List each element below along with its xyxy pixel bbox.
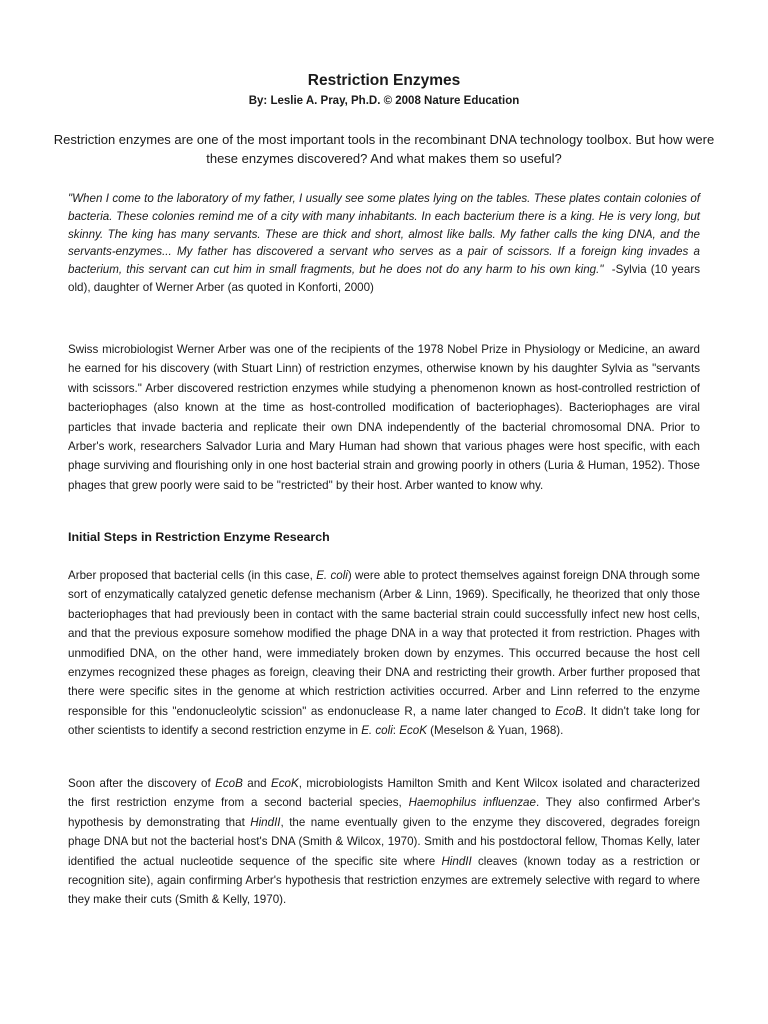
text-run: , microbiologists Hamilton Smith and Kent Wilcox isolated and characterized the first restriction enzyme from a second bacterial species, — [68, 777, 701, 810]
enzyme-name: EcoB — [215, 777, 243, 790]
text-run: Arber proposed that bacterial cells (in this case, — [68, 569, 317, 582]
paragraph-smith-wilcox — [68, 774, 700, 910]
text-run: : — [392, 724, 400, 738]
text-run: (Meselson & Yuan, 1968). — [426, 724, 564, 738]
quote-attribution: -Sylvia (10 years old), daughter of Werner Arber (as quoted in Konforti, 2000) — [68, 263, 700, 294]
section-heading: Initial Steps in Restriction Enzyme Research — [68, 530, 330, 544]
quote-text: "When I come to the laboratory of my father, I usually see some plates lying on the tables. These plates contain colonies of bacteria. These colonies remind me of a city with many inhabitants. In each bacterium there is a king. He is very long, but skinny. The king has many servants. These are thick and short, almost like balls. My father calls the king DNA, and the servants-enzymes... My father has discovered a servant who serves as a pair of scissors. If a foreign king invades a bacterium, this servant can cut him in small fragments, but he does not do any harm to his own king." — [68, 192, 700, 277]
enzyme-name: EcoK — [399, 724, 427, 738]
enzyme-name: HindII — [250, 815, 281, 829]
intro-text: Restriction enzymes are one of the most important tools in the recombinant DNA technology toolbox. But how were these enzymes discovered? And what makes them so useful? — [53, 132, 715, 166]
text-run: cleaves (known today as a restriction or recognition site), again confirming Arber's hypothesis that restriction enzymes are extremely selective with regard to where they make their cuts (Smith & Kelly, 1970). — [68, 854, 700, 907]
text-run: and — [242, 777, 272, 790]
text-run: Soon after the discovery of — [68, 777, 216, 790]
enzyme-name: HindII — [441, 854, 472, 868]
document-title: Restriction Enzymes — [307, 72, 461, 89]
text-run: ) were able to protect themselves against foreign DNA through some sort of enzymatically catalyzed genetic defense mechanism (Arber & Linn, 1969). Specifically, he theorized that only those bacteriophages that had previously been in contact with the same bacterial strain could successfully infect new host cells, and that the previous exposure somehow modified the phage DNA in a way that protected it from restriction. Phages with unmodified DNA, on the other hand, were immediately broken down by enzymes. This occurred because the host cell enzymes recognized these phages as foreign, cleaving their DNA and restricting their growth. Arber further proposed that there were specific sites in the genome at which restriction activities occurred. Arber and Linn referred to the enzyme responsible for this "endonucleolytic scission" as endonuclease R, a name later changed to — [68, 569, 700, 718]
author-byline: By: Leslie A. Pray, Ph.D. © 2008 Nature Education — [248, 95, 520, 107]
text-run: . It didn't take long for other scientists to identify a second restriction enzyme in — [68, 704, 700, 738]
sylvia-quote — [68, 190, 700, 297]
paragraph-arber-hypothesis — [68, 566, 700, 741]
text-run: , the name eventually given to the enzyme they discovered, degrades foreign phage DNA but not the bacterial host's DNA (Smith & Wilcox, 1970). Smith and his postdoctoral fellow, Thomas Kelly, later identified the actual nucleotide sequence of the specific site where — [68, 815, 700, 868]
text-run: . They also confirmed Arber's hypothesis by demonstrating that — [68, 796, 700, 829]
species-name: E. coli — [361, 724, 393, 738]
species-name: E. coli — [316, 569, 348, 582]
paragraph-arber-nobel: Swiss microbiologist Werner Arber was one of the recipients of the 1978 Nobel Prize in Physiology or Medicine, an award he earned for his discovery (with Stuart Linn) of restriction enzymes, otherwise known by his daughter Sylvia as "servants with scissors." Arber discovered restriction enzymes while studying a phenomenon known as host-controlled restriction of bacteriophages (also known at the time as host-controlled modification of bacteriophages). Bacteriophages are viral particles that invade bacteria and replicate their own DNA independently of the bacterial chromosomal DNA. Prior to Arber's work, researchers Salvador Luria and Mary Human had shown that various phages were host specific, with each phage surviving and flourishing only in one host bacterial strain and growing poorly in others (Luria & Human, 1952). Those phages that grew poorly were said to be "restricted" by their host. Arber wanted to know why. — [68, 343, 700, 492]
enzyme-name: EcoB — [555, 704, 583, 718]
species-name: Haemophilus influenzae — [408, 796, 536, 810]
enzyme-name: EcoK — [271, 777, 299, 790]
